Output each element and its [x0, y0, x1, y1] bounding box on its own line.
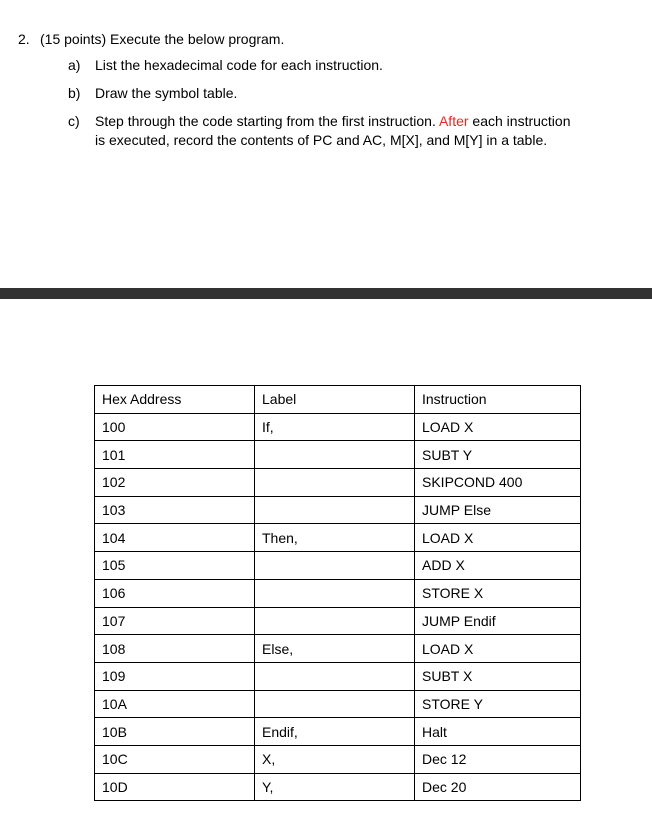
question-prompt: (15 points) Execute the below program.: [40, 31, 285, 47]
cell-hex-address: 10D: [95, 773, 255, 801]
cell-instruction: ADD X: [415, 552, 581, 580]
table-row: [95, 745, 581, 773]
cell-label: [255, 496, 415, 524]
page-divider: [0, 288, 652, 299]
cell-instruction: STORE Y: [415, 690, 581, 718]
table-row: [95, 413, 581, 441]
cell-label: If,: [255, 413, 415, 441]
cell-label: [255, 441, 415, 469]
cell-hex-address: 10A: [95, 690, 255, 718]
cell-hex-address: 102: [95, 469, 255, 497]
cell-hex-address: 10B: [95, 718, 255, 746]
cell-instruction: JUMP Else: [415, 496, 581, 524]
cell-hex-address: 104: [95, 524, 255, 552]
part-a-letter: a): [68, 57, 81, 73]
table-row: [95, 773, 581, 801]
table-row: [95, 718, 581, 746]
cell-label: [255, 662, 415, 690]
part-c-text-after: each instruction: [468, 113, 571, 129]
cell-instruction: STORE X: [415, 579, 581, 607]
cell-instruction: Dec 20: [415, 773, 581, 801]
cell-instruction: LOAD X: [415, 524, 581, 552]
cell-hex-address: 108: [95, 635, 255, 663]
table-header-row: [95, 386, 581, 414]
cell-label: Endif,: [255, 718, 415, 746]
cell-label: Y,: [255, 773, 415, 801]
cell-label: X,: [255, 745, 415, 773]
part-c-text: [95, 112, 571, 150]
cell-hex-address: 109: [95, 662, 255, 690]
cell-instruction: LOAD X: [415, 635, 581, 663]
table-row: [95, 635, 581, 663]
cell-label: [255, 690, 415, 718]
cell-hex-address: 10C: [95, 745, 255, 773]
part-c-line2: is executed, record the contents of PC and AC, M[X], and M[Y] in a table.: [95, 132, 548, 148]
part-c-text-before: Step through the code starting from the first instruction.: [95, 113, 439, 129]
table-row: [95, 552, 581, 580]
cell-label: Then,: [255, 524, 415, 552]
part-b-letter: b): [68, 85, 81, 101]
cell-instruction: SKIPCOND 400: [415, 469, 581, 497]
cell-instruction: LOAD X: [415, 413, 581, 441]
cell-hex-address: 101: [95, 441, 255, 469]
cell-hex-address: 107: [95, 607, 255, 635]
cell-instruction: Halt: [415, 718, 581, 746]
question-header: [18, 30, 284, 48]
program-table: [94, 385, 581, 801]
question-number: 2.: [18, 31, 30, 47]
header-instruction: Instruction: [415, 386, 581, 414]
part-b-text: Draw the symbol table.: [95, 85, 238, 101]
cell-instruction: Dec 12: [415, 745, 581, 773]
table-row: [95, 607, 581, 635]
table-row: [95, 441, 581, 469]
part-a-text: List the hexadecimal code for each instruction.: [95, 57, 383, 73]
table-row: [95, 579, 581, 607]
cell-instruction: JUMP Endif: [415, 607, 581, 635]
cell-hex-address: 100: [95, 413, 255, 441]
cell-label: Else,: [255, 635, 415, 663]
cell-hex-address: 106: [95, 579, 255, 607]
cell-instruction: SUBT Y: [415, 441, 581, 469]
table-row: [95, 690, 581, 718]
cell-label: [255, 607, 415, 635]
table-row: [95, 496, 581, 524]
table-row: [95, 469, 581, 497]
cell-hex-address: 105: [95, 552, 255, 580]
cell-label: [255, 469, 415, 497]
cell-instruction: SUBT X: [415, 662, 581, 690]
header-label: Label: [255, 386, 415, 414]
table-row: [95, 662, 581, 690]
cell-hex-address: 103: [95, 496, 255, 524]
header-hex-address: Hex Address: [95, 386, 255, 414]
cell-label: [255, 579, 415, 607]
cell-label: [255, 552, 415, 580]
part-c-letter: c): [68, 113, 80, 129]
part-c-highlight: After: [438, 113, 469, 129]
table-row: [95, 524, 581, 552]
